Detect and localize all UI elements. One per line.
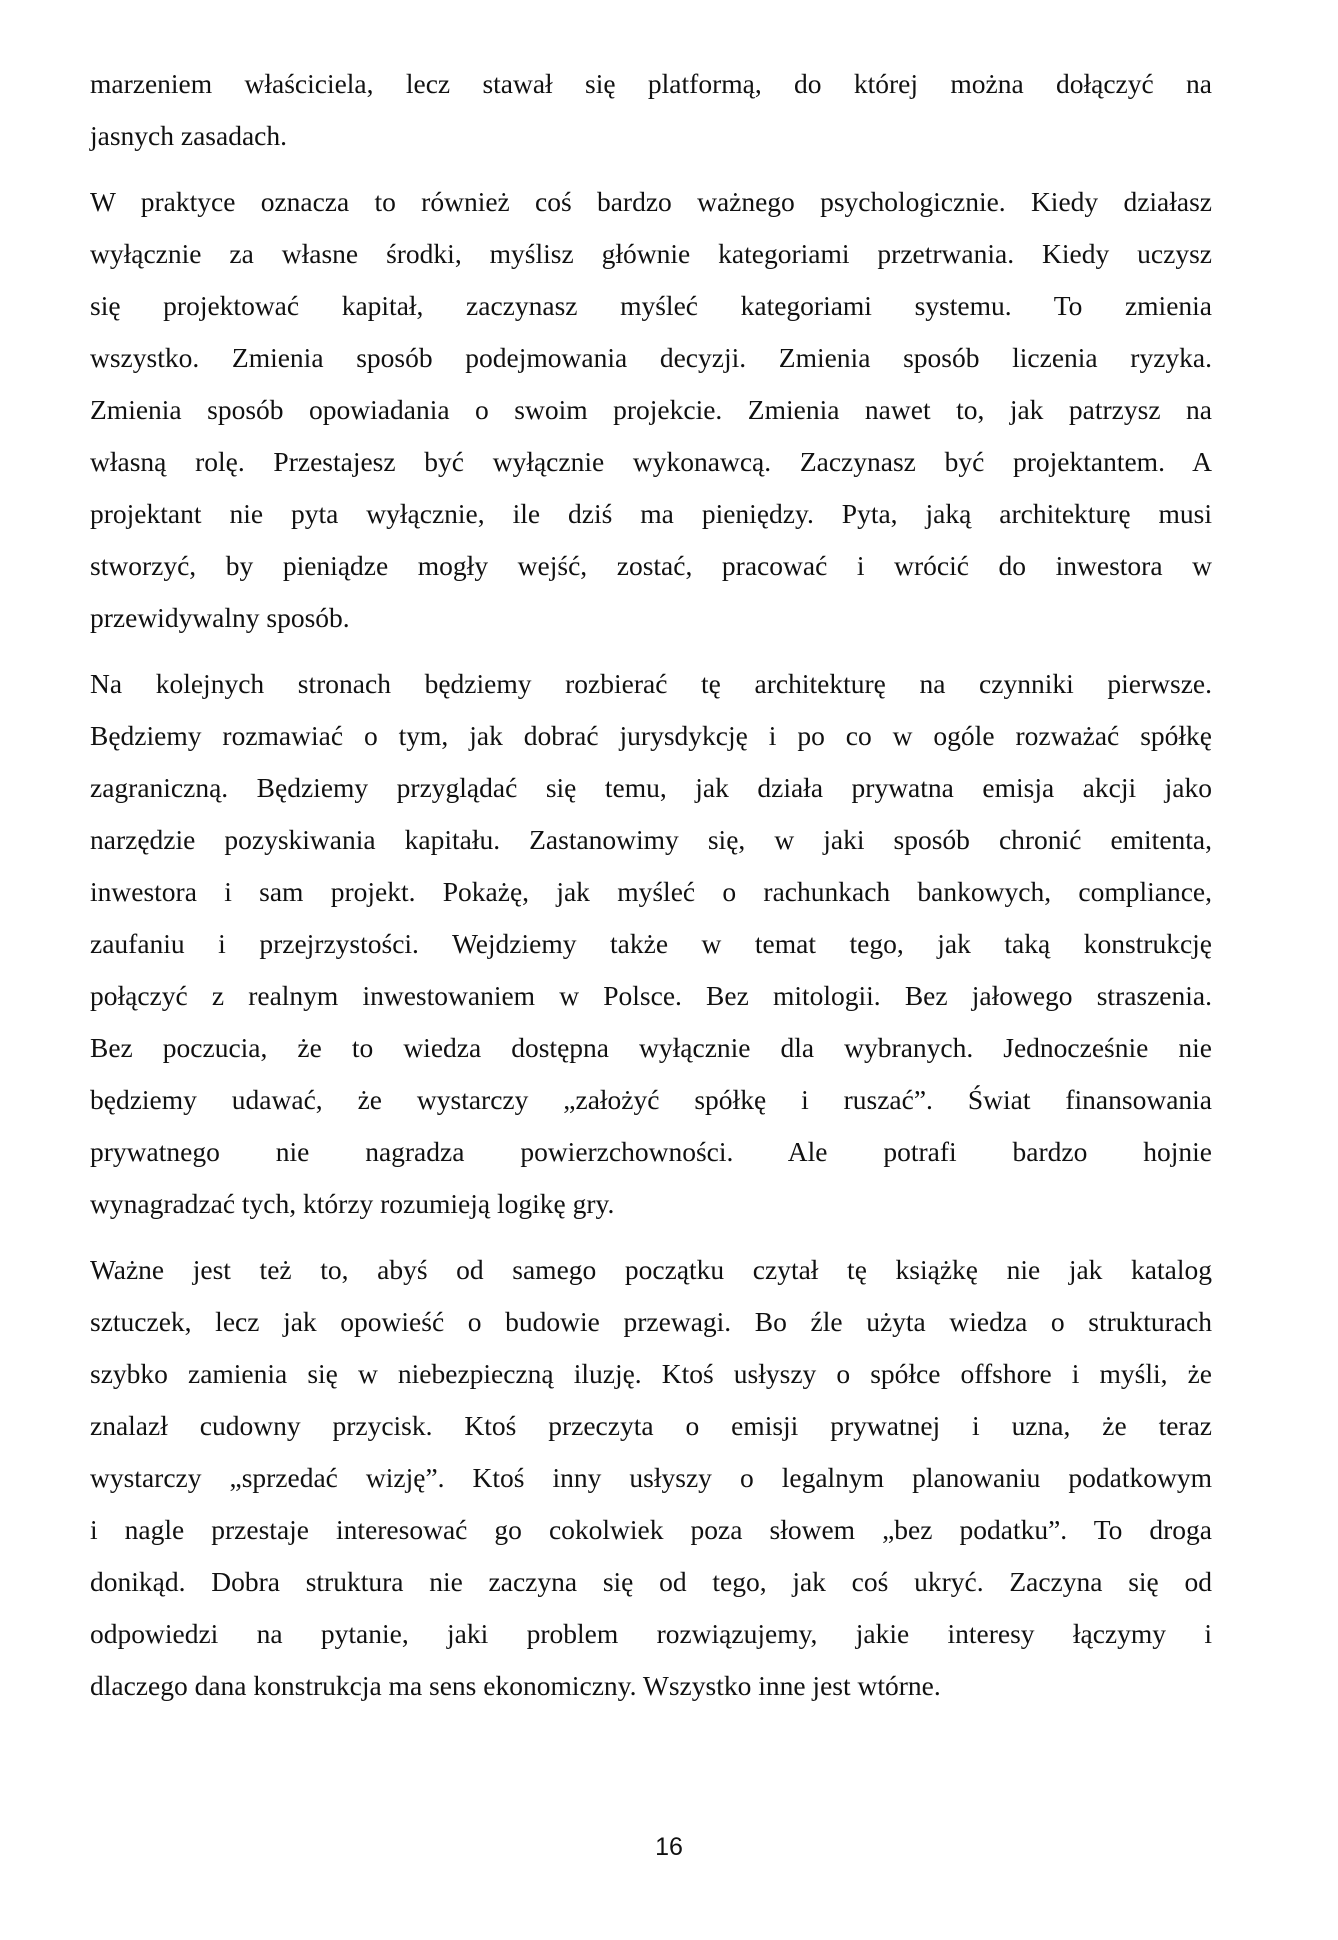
body-text [90, 58, 1212, 1726]
text-line: prywatnego nie nagradza powierzchowności. Ale potrafi bardzo hojnie [90, 1136, 1212, 1167]
text-line: marzeniem właściciela, lecz stawał się platformą, do której można dołączyć na [90, 68, 1212, 99]
text-line: się projektować kapitał, zaczynasz myśleć kategoriami systemu. To zmienia [90, 290, 1212, 321]
text-line: Będziemy rozmawiać o tym, jak dobrać jurysdykcję i po co w ogóle rozważać spółkę [90, 720, 1212, 751]
text-line: dlaczego dana konstrukcja ma sens ekonomiczny. Wszystko inne jest wtórne. [90, 1670, 941, 1701]
text-line: Zmienia sposób opowiadania o swoim projekcie. Zmienia nawet to, jak patrzysz na [90, 394, 1212, 425]
text-line: Bez poczucia, że to wiedza dostępna wyłącznie dla wybranych. Jednocześnie nie [90, 1032, 1212, 1063]
page-number: 16 [655, 1833, 683, 1861]
text-line: W praktyce oznacza to również coś bardzo ważnego psychologicznie. Kiedy działasz [90, 186, 1212, 217]
text-line: narzędzie pozyskiwania kapitału. Zastanowimy się, w jaki sposób chronić emitenta, [90, 824, 1212, 855]
text-line: wyłącznie za własne środki, myślisz głównie kategoriami przetrwania. Kiedy uczysz [90, 238, 1212, 269]
text-line: przewidywalny sposób. [90, 602, 350, 633]
text-line: własną rolę. Przestajesz być wyłącznie wykonawcą. Zaczynasz być projektantem. A [90, 446, 1212, 477]
text-line: sztuczek, lecz jak opowieść o budowie przewagi. Bo źle użyta wiedza o strukturach [90, 1306, 1212, 1337]
paragraph-3 [90, 658, 1212, 1230]
text-line: zaufaniu i przejrzystości. Wejdziemy także w temat tego, jak taką konstrukcję [90, 928, 1212, 959]
text-line: i nagle przestaje interesować go cokolwiek poza słowem „bez podatku”. To droga [90, 1514, 1212, 1545]
text-line: będziemy udawać, że wystarczy „założyć spółkę i ruszać”. Świat finansowania [90, 1084, 1212, 1115]
text-line: znalazł cudowny przycisk. Ktoś przeczyta o emisji prywatnej i uzna, że teraz [90, 1410, 1212, 1441]
text-line: wszystko. Zmienia sposób podejmowania decyzji. Zmienia sposób liczenia ryzyka. [90, 342, 1212, 373]
paragraph-2 [90, 176, 1212, 644]
text-line: Ważne jest też to, abyś od samego początku czytał tę książkę nie jak katalog [90, 1254, 1212, 1285]
text-line: połączyć z realnym inwestowaniem w Polsce. Bez mitologii. Bez jałowego straszenia. [90, 980, 1212, 1011]
paragraph-4 [90, 1244, 1212, 1712]
text-line: stworzyć, by pieniądze mogły wejść, zostać, pracować i wrócić do inwestora w [90, 550, 1212, 581]
text-line: odpowiedzi na pytanie, jaki problem rozwiązujemy, jakie interesy łączymy i [90, 1618, 1212, 1649]
text-line: jasnych zasadach. [90, 120, 287, 151]
text-line: inwestora i sam projekt. Pokażę, jak myśleć o rachunkach bankowych, compliance, [90, 876, 1212, 907]
text-line: szybko zamienia się w niebezpieczną iluzję. Ktoś usłyszy o spółce offshore i myśli, że [90, 1358, 1212, 1389]
paragraph-1 [90, 58, 1212, 162]
text-line: Na kolejnych stronach będziemy rozbierać tę architekturę na czynniki pierwsze. [90, 668, 1212, 699]
text-line: donikąd. Dobra struktura nie zaczyna się od tego, jak coś ukryć. Zaczyna się od [90, 1566, 1212, 1597]
text-line: wystarczy „sprzedać wizję”. Ktoś inny usłyszy o legalnym planowaniu podatkowym [90, 1462, 1212, 1493]
text-line: projektant nie pyta wyłącznie, ile dziś ma pieniędzy. Pyta, jaką architekturę musi [90, 498, 1212, 529]
text-line: wynagradzać tych, którzy rozumieją logikę gry. [90, 1188, 615, 1219]
text-line: zagraniczną. Będziemy przyglądać się temu, jak działa prywatna emisja akcji jako [90, 772, 1212, 803]
